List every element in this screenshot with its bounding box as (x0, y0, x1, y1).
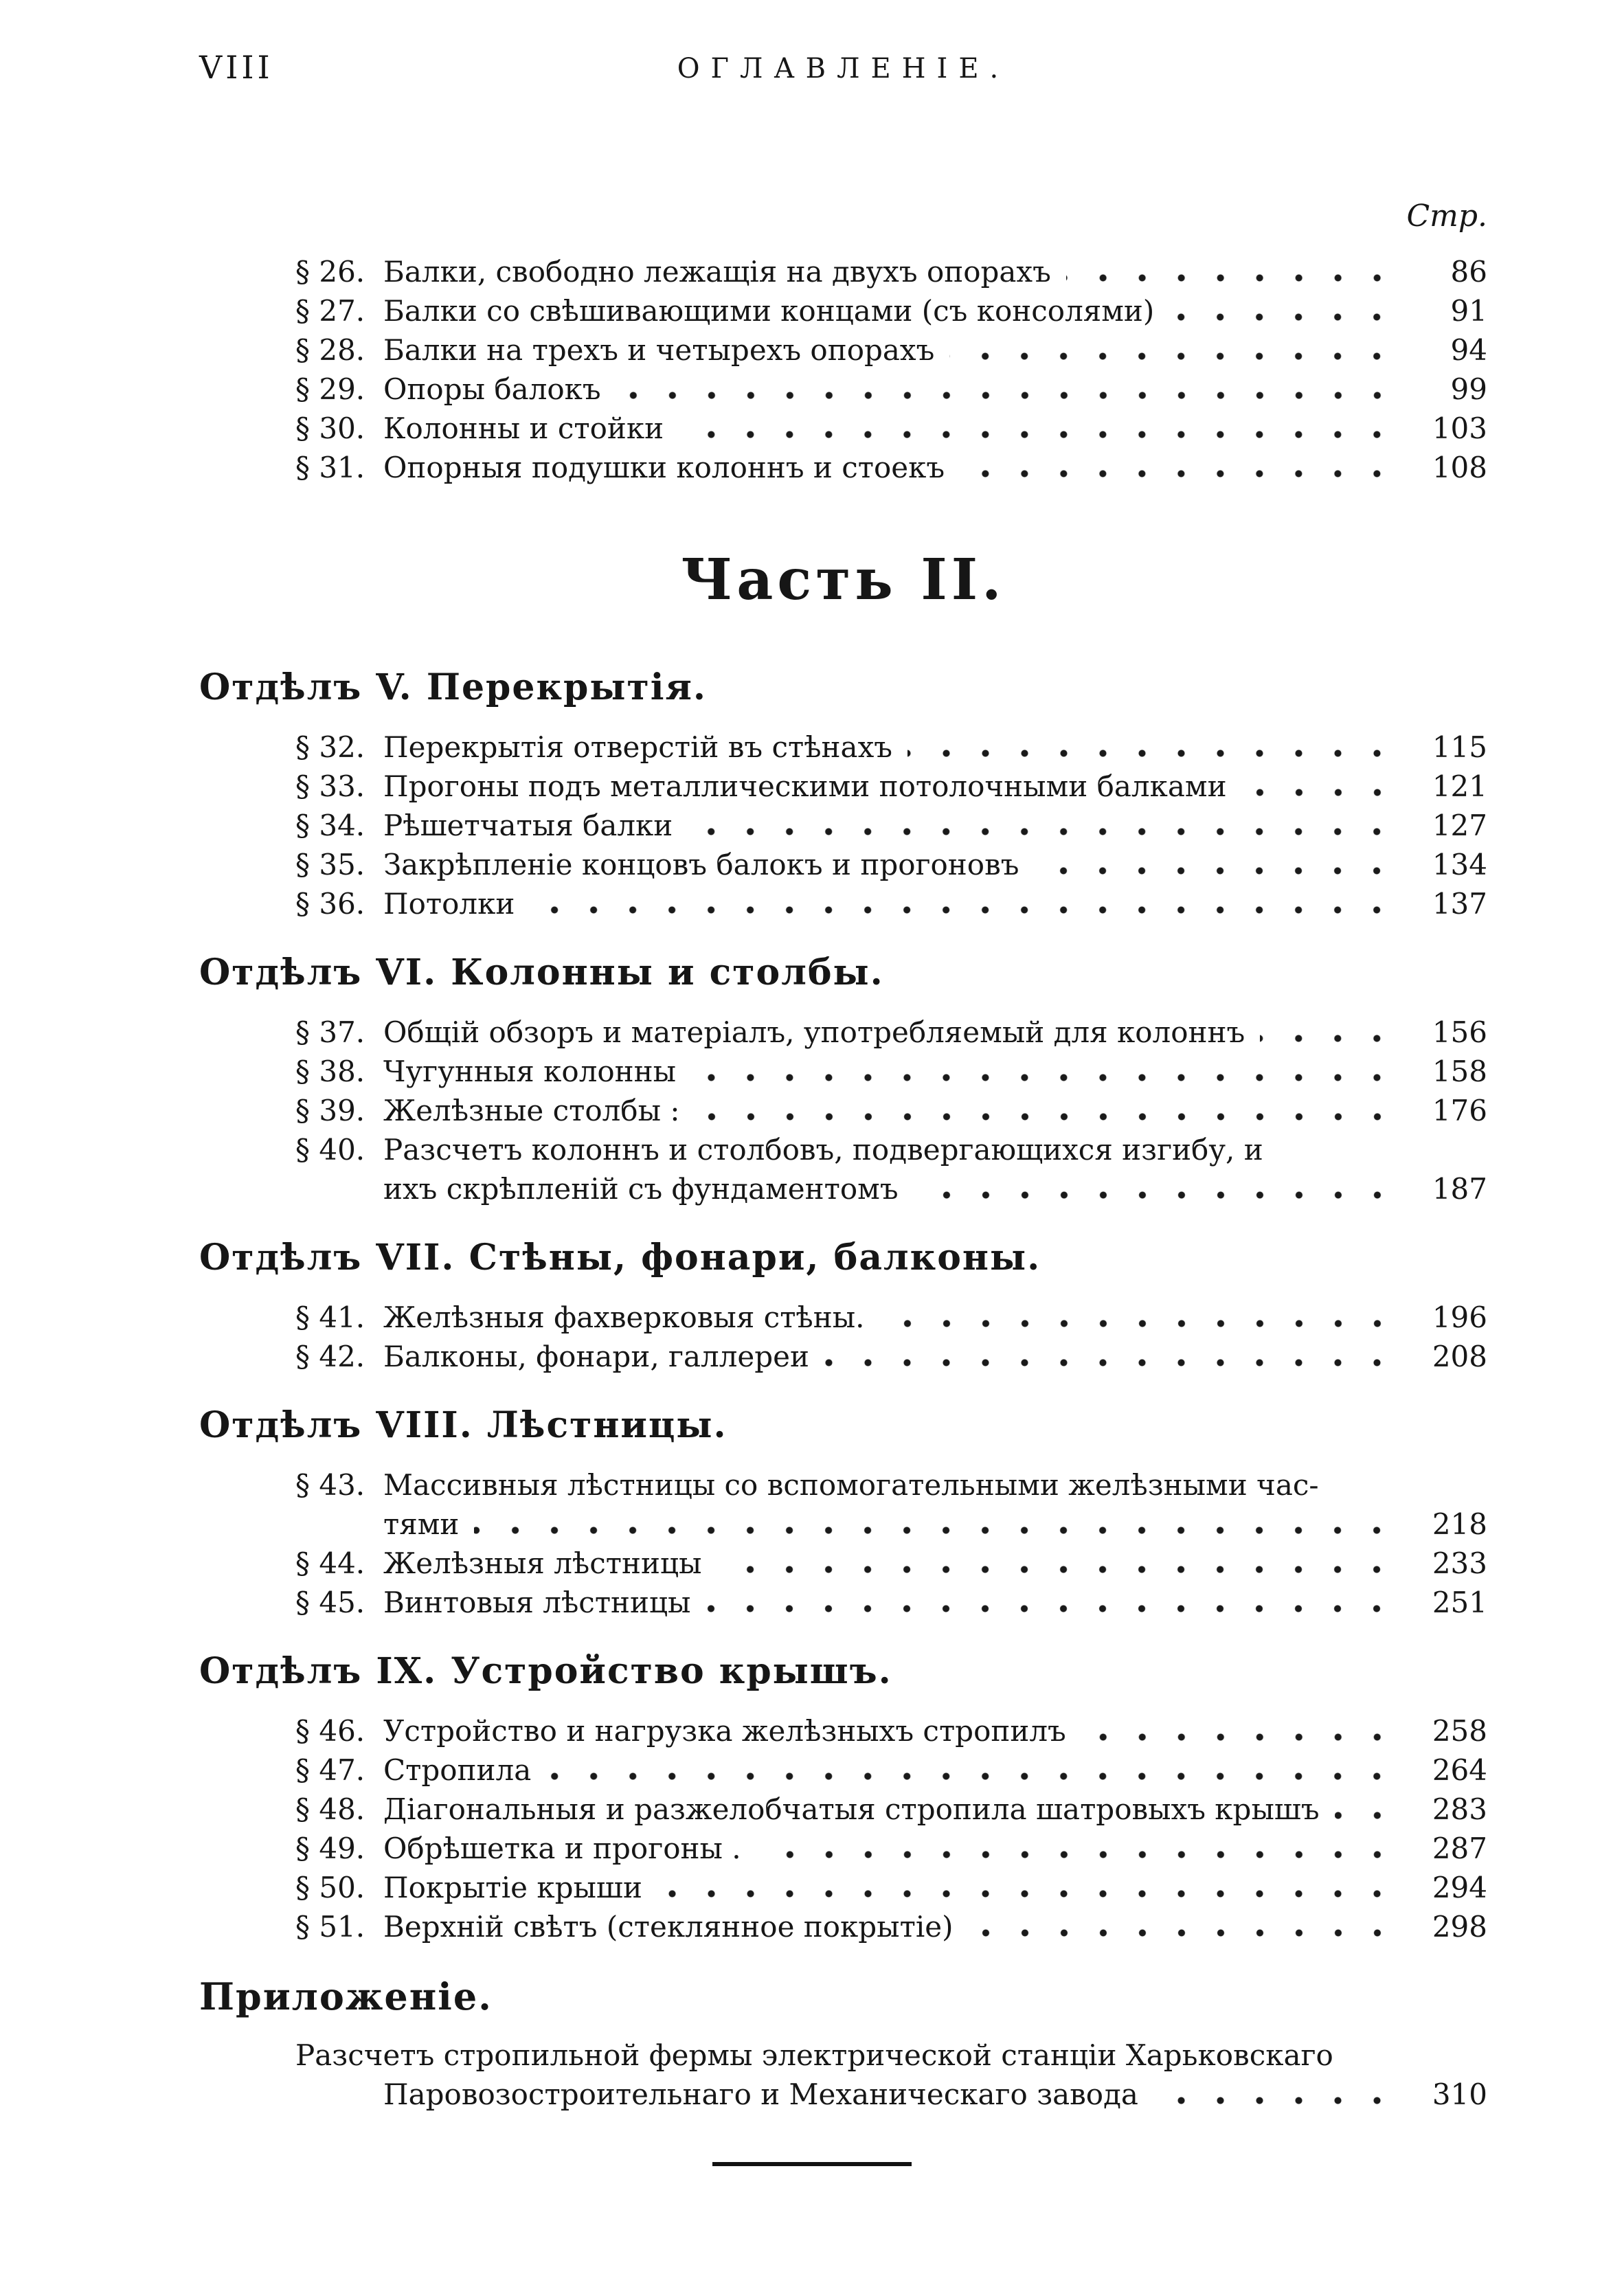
section-vii-entries (295, 1298, 1487, 1376)
footer-rule (712, 2162, 912, 2166)
entry-page: 158 (1432, 1055, 1487, 1088)
entry-title: Опорныя подушки колоннъ и стоекъ (383, 451, 945, 484)
entry-label: § 38. (295, 1055, 365, 1088)
section-ix-entries (295, 1711, 1487, 1946)
entry-page: 86 (1450, 255, 1487, 289)
entry-title: Винтовыя лѣстницы (383, 1586, 691, 1619)
dot-leader (1242, 789, 1397, 796)
part-heading: Часть II. (681, 547, 1006, 613)
dot-leader (546, 1772, 1397, 1780)
dot-leader (880, 1320, 1397, 1327)
folio-number: VIII (199, 49, 273, 86)
entry-page: 156 (1432, 1015, 1487, 1049)
entry-title: Желѣзныя лѣстницы (383, 1546, 702, 1580)
entry-title: Рѣшетчатыя балки (383, 809, 673, 842)
dot-leader (717, 1566, 1397, 1573)
entry-label: § 32. (295, 730, 365, 764)
entry-label: § 26. (295, 255, 365, 289)
toc-entry (295, 767, 1487, 806)
spacer (199, 618, 1487, 638)
toc-entry (295, 1091, 1487, 1130)
entry-page: 298 (1432, 1910, 1487, 1944)
entry-label: § 36. (295, 887, 365, 921)
toc-entry-wrap-line1 (295, 1465, 1487, 1505)
entry-label: § 41. (295, 1301, 365, 1334)
dot-leader (824, 1359, 1397, 1366)
entry-page: 176 (1432, 1094, 1487, 1127)
toc-entry-wrap-line2 (295, 1169, 1487, 1208)
toc-entry (295, 806, 1487, 845)
entry-page: 208 (1432, 1340, 1487, 1373)
entry-title-line2: Паровозостроительнаго и Механическаго завода (383, 2078, 1138, 2111)
dot-leader (1066, 274, 1397, 282)
entry-label: § 46. (295, 1714, 365, 1748)
toc-entry (295, 1544, 1487, 1583)
toc-entry (295, 252, 1487, 291)
toc-entry (295, 330, 1487, 370)
entry-page: 218 (1432, 1507, 1487, 1541)
toc-entry (295, 1711, 1487, 1751)
entry-page: 310 (1432, 2078, 1487, 2111)
entry-label: § 51. (295, 1910, 365, 1944)
entry-label: § 42. (295, 1340, 365, 1373)
entry-page: 283 (1432, 1792, 1487, 1826)
entry-label: § 45. (295, 1586, 365, 1619)
section-heading-v: Отдѣлъ V. Перекрытія. (199, 666, 708, 708)
entry-title: Закрѣпленіе концовъ балокъ и прогоновъ (383, 848, 1019, 881)
appendix-entries (295, 2036, 1487, 2114)
dot-leader (1169, 313, 1397, 321)
dot-leader (474, 1527, 1397, 1534)
section-viii-entries (295, 1465, 1487, 1622)
entry-label: § 37. (295, 1015, 365, 1049)
dot-leader (1081, 1733, 1397, 1741)
entry-page: 91 (1450, 294, 1487, 328)
entry-title-line1: Разсчетъ стропильной фермы электрической станціи Харьковскаго (295, 2038, 1333, 2072)
entry-title: Желѣзные столбы : (383, 1094, 680, 1127)
entry-title: Перекрытія отверстій въ стѣнахъ (383, 730, 892, 764)
entry-page: 233 (1432, 1546, 1487, 1580)
section-heading-vii: Отдѣлъ VII. Стѣны, фонари, балконы. (199, 1237, 1041, 1279)
entry-label: § 33. (295, 769, 365, 803)
entry-title: Стропила (383, 1753, 532, 1787)
toc-entry (295, 884, 1487, 923)
entry-page: 294 (1432, 1871, 1487, 1904)
toc-entry (295, 1013, 1487, 1052)
entry-page: 94 (1450, 333, 1487, 367)
page-header (199, 48, 1487, 87)
toc-entry (295, 370, 1487, 409)
toc-entry (295, 1790, 1487, 1829)
entry-label: § 31. (295, 451, 365, 484)
toc-entry (295, 1907, 1487, 1946)
toc-entry (295, 728, 1487, 767)
entry-title: Обрѣшетка и прогоны . (383, 1832, 741, 1865)
entry-label: § 39. (295, 1094, 365, 1127)
dot-leader (1153, 2097, 1397, 2104)
entry-page: 187 (1432, 1172, 1487, 1206)
entry-title-line2: тями (383, 1507, 460, 1541)
entry-page: 264 (1432, 1753, 1487, 1787)
dot-leader (706, 1605, 1397, 1612)
entry-label: § 44. (295, 1546, 365, 1580)
running-title: ОГЛАВЛЕНІЕ. (677, 53, 1010, 85)
entry-title: Общій обзоръ и матеріалъ, употребляемый для колоннъ (383, 1015, 1245, 1049)
toc-entry (295, 845, 1487, 884)
entry-title: Балки, свободно лежащія на двухъ опорахъ (383, 255, 1051, 289)
section-vi-entries (295, 1013, 1487, 1208)
entry-page: 287 (1432, 1832, 1487, 1865)
toc-entry (295, 1298, 1487, 1337)
dot-leader (691, 1074, 1397, 1081)
section-v-entries (295, 728, 1487, 923)
entry-label: § 49. (295, 1832, 365, 1865)
dot-leader (960, 470, 1397, 477)
section-heading-viii: Отдѣлъ VIII. Лѣстницы. (199, 1404, 728, 1446)
entry-title: Покрытіе крыши (383, 1871, 642, 1904)
dot-leader (695, 1113, 1397, 1121)
dot-leader (616, 392, 1397, 399)
toc-entry-wrap-line2 (295, 1505, 1487, 1544)
entry-page: 127 (1432, 809, 1487, 842)
dot-leader (907, 750, 1397, 757)
entry-title: Опоры балокъ (383, 372, 601, 406)
entry-title: Устройство и нагрузка желѣзныхъ стропилъ (383, 1714, 1066, 1748)
entry-label: § 47. (295, 1753, 365, 1787)
toc-entry (295, 1052, 1487, 1091)
entry-page: 137 (1432, 887, 1487, 921)
entry-title: Діагональныя и разжелобчатыя стропила шатровыхъ крышъ (383, 1792, 1320, 1826)
appendix-entry-line2 (295, 2075, 1487, 2114)
entry-page: 121 (1432, 769, 1487, 803)
dot-leader (756, 1851, 1397, 1858)
dot-leader (1335, 1812, 1397, 1819)
dot-leader (657, 1890, 1397, 1898)
entry-title: Балки со свѣшивающими концами (съ консолями) (383, 294, 1155, 328)
entry-label: § 34. (295, 809, 365, 842)
dot-leader (949, 352, 1397, 360)
dot-leader (969, 1929, 1397, 1937)
toc-entry (295, 448, 1487, 487)
entry-label: § 29. (295, 372, 365, 406)
entry-label: § 28. (295, 333, 365, 367)
entry-page: 115 (1432, 730, 1487, 764)
entry-page: 99 (1450, 372, 1487, 406)
toc-entry (295, 1751, 1487, 1790)
entry-title: Верхній свѣтъ (стеклянное покрытіе) (383, 1910, 954, 1944)
dot-leader (688, 828, 1397, 835)
entry-page: 251 (1432, 1586, 1487, 1619)
entry-title: Потолки (383, 887, 515, 921)
appendix-entry-line1 (295, 2036, 1487, 2075)
entry-title: Колонны и стойки (383, 412, 664, 445)
entry-page: 196 (1432, 1301, 1487, 1334)
toc-entry (295, 1829, 1487, 1868)
entry-label: § 27. (295, 294, 365, 328)
entry-label: § 30. (295, 412, 365, 445)
entry-label: § 35. (295, 848, 365, 881)
toc-entry-wrap-line1 (295, 1130, 1487, 1169)
entry-page: 108 (1432, 451, 1487, 484)
entry-title-line2: ихъ скрѣпленій съ фундаментомъ (383, 1172, 899, 1206)
toc-entry (295, 1583, 1487, 1622)
dot-leader (1260, 1035, 1397, 1042)
entry-title-line1: Разсчетъ колоннъ и столбовъ, подвергающихся изгибу, и (383, 1133, 1263, 1167)
toc-entry (295, 1868, 1487, 1907)
entry-title: Прогоны подъ металлическими потолочными балками (383, 769, 1227, 803)
dot-leader (1034, 867, 1397, 875)
dot-leader (530, 906, 1397, 914)
dot-leader (679, 431, 1397, 438)
toc-front-entries (295, 252, 1487, 487)
entry-label: § 48. (295, 1792, 365, 1826)
entry-page: 103 (1432, 412, 1487, 445)
entry-page: 258 (1432, 1714, 1487, 1748)
entry-title: Балконы, фонари, галлереи (383, 1340, 810, 1373)
toc-entry (295, 291, 1487, 330)
toc-entry (295, 409, 1487, 448)
section-heading-vi: Отдѣлъ VI. Колонны и столбы. (199, 952, 884, 993)
appendix-heading: Приложеніе. (199, 1974, 493, 2018)
entry-page: 134 (1432, 848, 1487, 881)
entry-label: § 40. (295, 1133, 365, 1167)
toc-entry (295, 1337, 1487, 1376)
entry-label: § 50. (295, 1871, 365, 1904)
entry-title: Чугунныя колонны (383, 1055, 677, 1088)
entry-title-line1: Массивныя лѣстницы со вспомогательными желѣзными час- (383, 1468, 1319, 1502)
dot-leader (914, 1191, 1397, 1199)
entry-label: § 43. (295, 1468, 365, 1502)
section-heading-ix: Отдѣлъ IX. Устройство крышъ. (199, 1650, 892, 1692)
entry-title: Балки на трехъ и четырехъ опорахъ (383, 333, 935, 367)
entry-title: Желѣзныя фахверковыя стѣны. (383, 1301, 865, 1334)
page-column-header: Стр. (1406, 199, 1487, 234)
